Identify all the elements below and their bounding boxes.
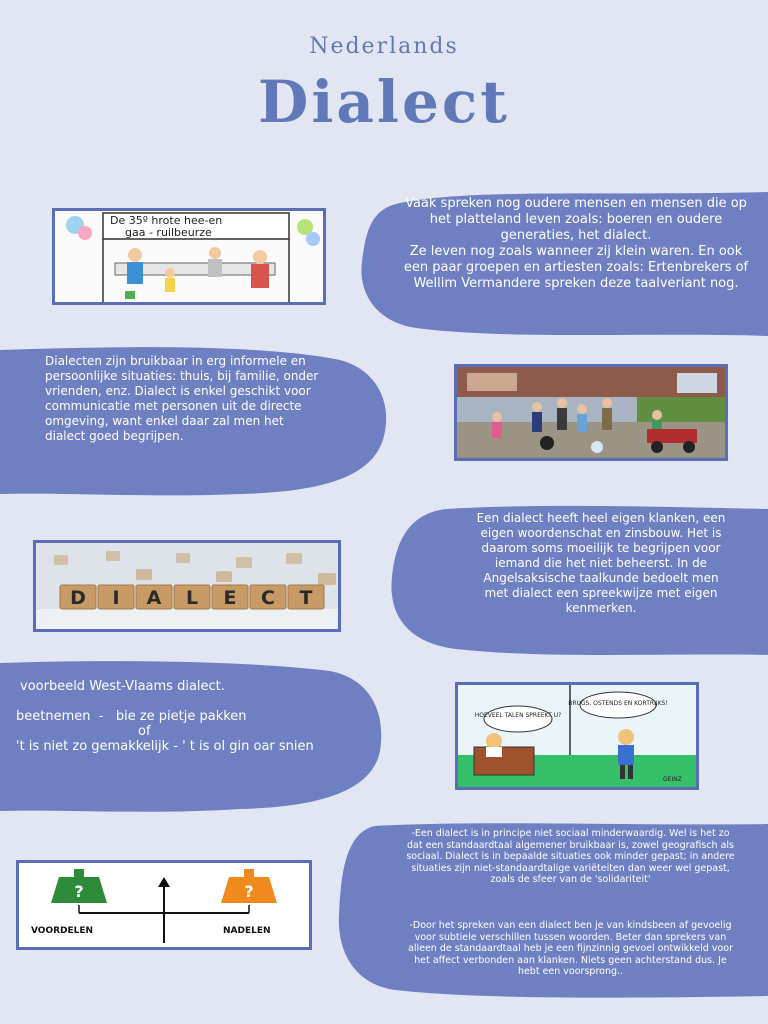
example-or: of bbox=[138, 724, 151, 739]
example-heading: voorbeeld West-Vlaams dialect. bbox=[20, 679, 225, 694]
sign-line-1: De 35º hrote hee-en bbox=[110, 214, 223, 227]
letter-tile bbox=[212, 585, 248, 609]
letter-tile-text: C bbox=[261, 587, 275, 609]
text-blob-1 bbox=[356, 186, 768, 341]
letter-tile bbox=[250, 585, 286, 609]
letter-tile bbox=[174, 585, 210, 609]
letter-tile-text: L bbox=[185, 587, 199, 609]
letter-tile bbox=[288, 585, 324, 609]
left-question-mark: ? bbox=[74, 882, 84, 901]
market-sign-drawing bbox=[55, 211, 323, 302]
blob-1-text: Vaak spreken nog oudere mensen en mensen die op het platteland leven zoals: boeren en oudere generaties, het dialect. Ze leven nog zoals wanneer zij klein waren. En ook een paar groepen en artiesten zoals: Ertenbrekers of Wellim Vermandere spreken deze taalveriant nog. bbox=[403, 196, 749, 291]
letter-tile-text: I bbox=[112, 587, 120, 609]
blob-3-text: Een dialect heeft heel eigen klanken, een eigen woordenschat en zinsbouw. Het is daarom soms moeilijk te begrijpen voor iemand die het niet beheerst. In de Angelsaksische taalkunde bedoelt men met dialect een spreekwijze met eigen kenmerken. bbox=[476, 511, 726, 615]
sign-line-2: gaa - ruilbeurze bbox=[125, 226, 212, 239]
text-blob-5 bbox=[335, 820, 768, 1000]
letter-tile bbox=[98, 585, 134, 609]
pros-cons-scale bbox=[16, 860, 312, 950]
page-subtitle: Nederlands bbox=[309, 34, 459, 59]
family-photo-drawing bbox=[457, 367, 725, 458]
dialect-cartoon bbox=[455, 682, 699, 790]
bubble-2-text: BRUGS, OSTENDS EN KORTRIJKS! bbox=[568, 700, 668, 707]
blob-2-text: Dialecten zijn bruikbaar in erg informele en persoonlijke situaties: thuis, bij familie, onder vrienden, enz. Dialect is enkel geschikt voor communicatie met personen uit de directe omgeving, want enkel daar zal men het dialect goed begrijpen. bbox=[45, 354, 319, 443]
text-blob-2 bbox=[0, 344, 390, 500]
blob-5-paragraph-1: -Een dialect is in principe niet sociaal minderwaardig. Wel is het zo dat een standaardtaal algemener bruikbaar is, zowel geografisch als sociaal. Dialect is in bepaalde situaties ook minder gepast; in andere situaties zijn niet-standaardtalige variëteiten dan weer wel gepast, zoals de sfeer van de 'solidariteit' bbox=[406, 828, 735, 885]
bubble-1-text: HOEVEEL TALEN SPREEKT U? bbox=[474, 712, 562, 719]
blob-5-paragraph-2: -Door het spreken van een dialect ben je van kindsbeen af gevoelig voor subtiele verschillen tussen woorden. Beter dan sprekers van alleen de standaardtaal heb je een fijnzinnig gevoel ontwikkeld voor het affect verbonden aan klanken. Niets geen achterstand dus. Je hebt een voorsprong.. bbox=[408, 920, 733, 977]
scale-left-label: VOORDELEN bbox=[31, 926, 94, 936]
letter-tile bbox=[60, 585, 96, 609]
letter-tile-text: T bbox=[299, 587, 313, 609]
cartoon-signature: GEINZ bbox=[663, 776, 682, 783]
tiles-drawing bbox=[36, 543, 338, 629]
example-line-1: beetnemen - bie ze pietje pakken bbox=[16, 709, 247, 724]
family-photo bbox=[454, 364, 728, 461]
text-blob-3 bbox=[386, 503, 768, 659]
text-blob-4 bbox=[0, 659, 384, 815]
letter-tile bbox=[136, 585, 172, 609]
example-line-2: 't is niet zo gemakkelijk - ' t is ol gin oar snien bbox=[16, 739, 314, 754]
dialect-tiles-photo bbox=[33, 540, 341, 632]
page-title: Dialect bbox=[258, 68, 510, 136]
market-sign-illustration bbox=[52, 208, 326, 305]
scale-right-label: NADELEN bbox=[223, 926, 271, 936]
scale-drawing bbox=[19, 863, 309, 947]
letter-tile-text: E bbox=[223, 587, 237, 609]
cartoon-drawing bbox=[458, 685, 696, 787]
right-question-mark: ? bbox=[244, 882, 254, 901]
letter-tile-text: D bbox=[70, 587, 86, 609]
letter-tile-text: A bbox=[146, 587, 162, 609]
